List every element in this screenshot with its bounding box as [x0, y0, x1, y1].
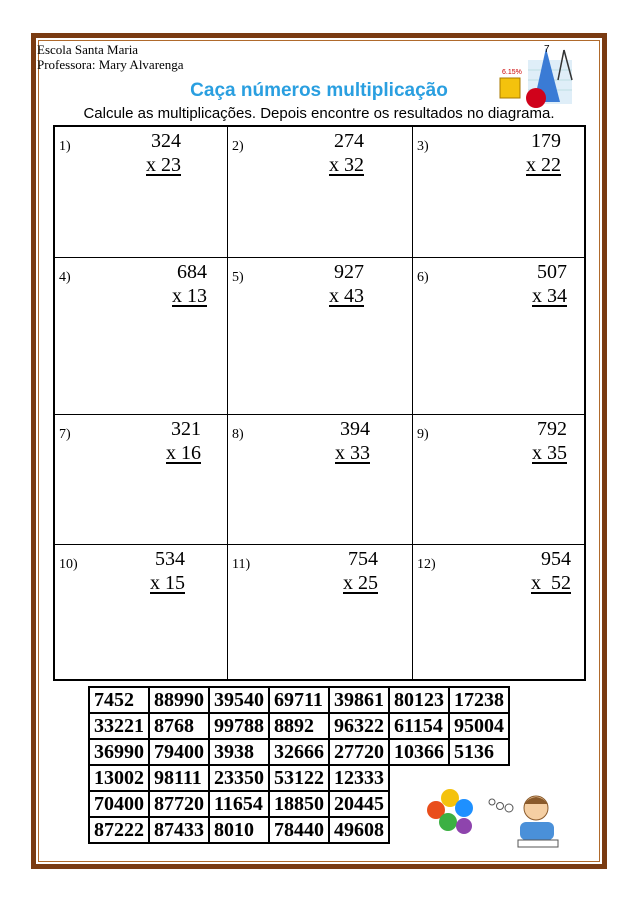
answer-cell[interactable]: 18850 [269, 791, 329, 817]
answer-cell[interactable]: 3938 [209, 739, 269, 765]
answer-cell[interactable]: 98111 [149, 765, 209, 791]
problem-cell[interactable] [413, 545, 584, 679]
instruction-text: Calcule as multiplicações. Depois encontre os resultados no diagrama. [83, 105, 555, 122]
answer-cell[interactable]: 88990 [149, 687, 209, 713]
multiplier: x 15 [150, 572, 185, 594]
table-row [89, 687, 509, 713]
answer-cell[interactable]: 11654 [209, 791, 269, 817]
problem-cell[interactable] [413, 258, 584, 415]
answer-cell[interactable]: 53122 [269, 765, 329, 791]
answer-cell[interactable]: 32666 [269, 739, 329, 765]
multiplicand: 684 [177, 261, 207, 283]
answer-cell[interactable]: 27720 [329, 739, 389, 765]
problem-number: 5) [232, 270, 244, 285]
answer-cell[interactable]: 23350 [209, 765, 269, 791]
answer-cell[interactable]: 87433 [149, 817, 209, 843]
problem-cell[interactable] [55, 545, 228, 679]
answer-cell[interactable]: 96322 [329, 713, 389, 739]
problem-number: 9) [417, 427, 429, 442]
answer-cell[interactable]: 70400 [89, 791, 149, 817]
answer-cell[interactable]: 12333 [329, 765, 389, 791]
answer-cell[interactable]: 20445 [329, 791, 389, 817]
answer-cell[interactable]: 39861 [329, 687, 389, 713]
multiplier: x 25 [343, 572, 378, 594]
multiplier: x 16 [166, 442, 201, 464]
answer-cell[interactable]: 95004 [449, 713, 509, 739]
number-label: 7 [544, 44, 550, 55]
answer-cell[interactable]: 17238 [449, 687, 509, 713]
answer-cell[interactable]: 99788 [209, 713, 269, 739]
answer-cell[interactable]: 39540 [209, 687, 269, 713]
book-icon [518, 840, 558, 847]
problem-cell[interactable] [228, 545, 413, 679]
problem-cell[interactable] [55, 258, 228, 415]
multiplier: x 23 [146, 154, 181, 176]
problem-number: 11) [232, 557, 251, 572]
answer-cell[interactable]: 36990 [89, 739, 149, 765]
problem-number: 8) [232, 427, 244, 442]
multiplicand: 754 [348, 548, 378, 570]
problem-cell[interactable] [413, 415, 584, 545]
multiplicand: 321 [171, 418, 201, 440]
answer-cell[interactable]: 8892 [269, 713, 329, 739]
problem-cell[interactable] [55, 127, 228, 258]
multiplier: x 22 [526, 154, 561, 176]
table-row [89, 713, 509, 739]
child-thinking-icon [420, 770, 570, 855]
multiplicand: 179 [531, 130, 561, 152]
multiplicand: 274 [334, 130, 364, 152]
multiplicand: 534 [155, 548, 185, 570]
problem-number: 6) [417, 270, 429, 285]
answer-cell[interactable]: 80123 [389, 687, 449, 713]
table-row [89, 739, 509, 765]
multiplier: x 32 [329, 154, 364, 176]
multiplier: x 13 [172, 285, 207, 307]
header [37, 42, 184, 72]
multiplier: x 33 [335, 442, 370, 464]
school-name: Escola Santa Maria [37, 42, 139, 57]
answer-cell[interactable]: 79400 [149, 739, 209, 765]
problem-number: 3) [417, 139, 429, 154]
multiplier: x 35 [532, 442, 567, 464]
problem-cell[interactable] [228, 258, 413, 415]
answer-cell[interactable]: 69711 [269, 687, 329, 713]
multiplicand: 324 [151, 130, 181, 152]
multiplicand: 954 [541, 548, 571, 570]
answer-cell[interactable]: 61154 [389, 713, 449, 739]
answer-cell[interactable]: 10366 [389, 739, 449, 765]
problem-cell[interactable] [55, 415, 228, 545]
answer-cell[interactable]: 13002 [89, 765, 149, 791]
answer-cell[interactable]: 87720 [149, 791, 209, 817]
problem-grid [53, 125, 586, 681]
answer-cell[interactable]: 87222 [89, 817, 149, 843]
answer-cell[interactable]: 78440 [269, 817, 329, 843]
answer-cell[interactable]: 7452 [89, 687, 149, 713]
percent-label: 6.15% [502, 69, 522, 76]
problem-number: 4) [59, 270, 71, 285]
multiplier: x 52 [531, 572, 571, 594]
answer-cell[interactable]: 33221 [89, 713, 149, 739]
multiplicand: 507 [537, 261, 567, 283]
problem-cell[interactable] [228, 415, 413, 545]
multiplicand: 792 [537, 418, 567, 440]
multiplicand: 394 [340, 418, 370, 440]
problem-number: 10) [59, 557, 78, 572]
multiplier: x 34 [532, 285, 567, 307]
multiplier: x 43 [329, 285, 364, 307]
problem-cell[interactable] [413, 127, 584, 258]
answer-cell[interactable]: 8010 [209, 817, 269, 843]
answer-cell[interactable]: 49608 [329, 817, 389, 843]
answer-cell[interactable]: 8768 [149, 713, 209, 739]
page-title: Caça números multiplicação [190, 80, 448, 101]
problem-cell[interactable] [228, 127, 413, 258]
problem-number: 1) [59, 139, 71, 154]
problem-number: 12) [417, 557, 436, 572]
multiplicand: 927 [334, 261, 364, 283]
problem-number: 7) [59, 427, 71, 442]
answer-cell[interactable]: 5136 [449, 739, 509, 765]
teacher-name: Professora: Mary Alvarenga [37, 57, 184, 72]
problem-number: 2) [232, 139, 244, 154]
